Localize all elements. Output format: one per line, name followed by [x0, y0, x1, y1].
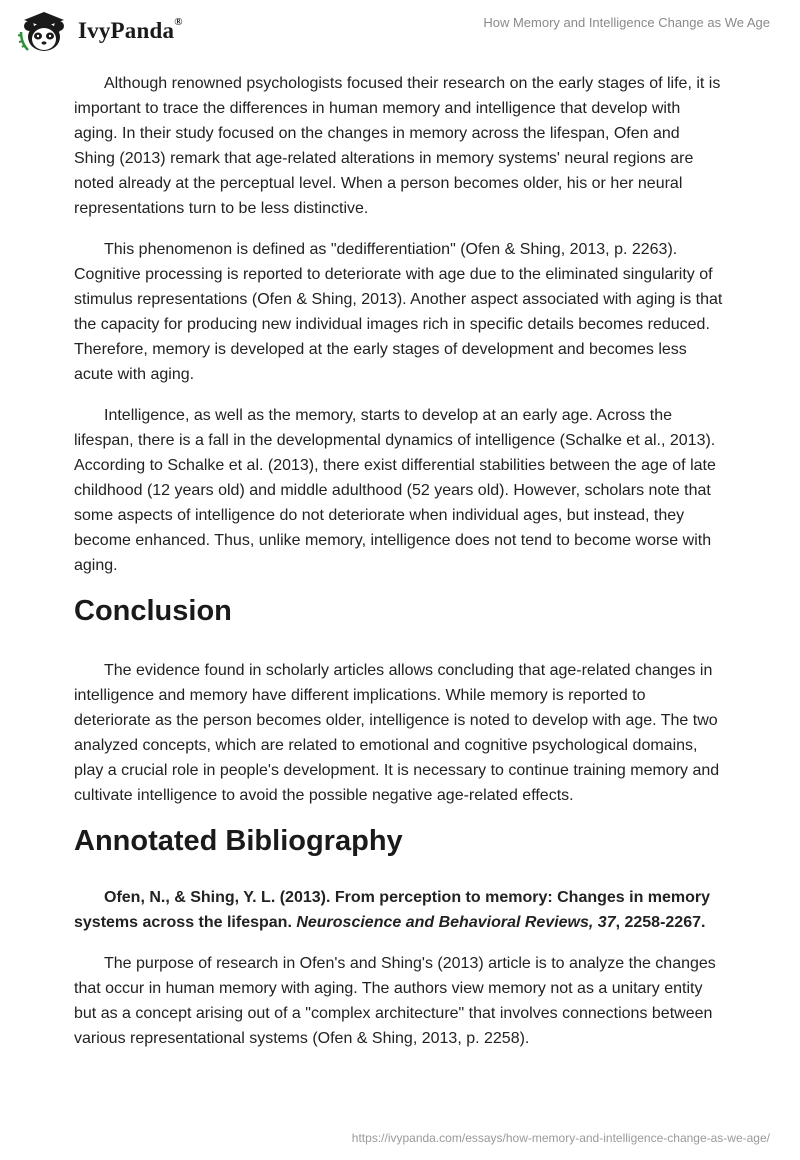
- citation-journal: Neuroscience and Behavioral Reviews, 37: [296, 914, 616, 931]
- ivypanda-logo[interactable]: [16, 8, 183, 54]
- body-paragraph-1: Although renowned psychologists focused their research on the early stages of life, it is important to trace the differences in human memory and intelligence that develop with aging. In their study focused on the changes in memory across the lifespan, Ofen and Shing (2013) remark that age-related alterations in memory systems' neural regions are noted already at the perceptual level. When a person becomes older, his or her neural representations turn to be less distinctive.: [74, 75, 721, 217]
- brand-name: IvyPanda®: [78, 16, 183, 43]
- conclusion-paragraph: The evidence found in scholarly articles allows concluding that age-related changes in intelligence and memory have different implications. While memory is reported to deteriorate as the person becomes older, intelligence is noted to develop with age. The two analyzed concepts, which are related to emotional and cognitive psychological domains, play a crucial role in people's development. It is necessary to continue training memory and cultivate intelligence to avoid the possible negative age-related effects.: [74, 662, 720, 804]
- citation-authors-title: Ofen, N., & Shing, Y. L. (2013). From perception to memory: Changes in memory systems across the lifespan.: [74, 889, 711, 931]
- panda-graduate-icon: [16, 8, 72, 54]
- essay-content: [74, 71, 724, 1067]
- body-paragraph-3: Intelligence, as well as the memory, starts to develop at an early age. Across the lifespan, there is a fall in the developmental dynamics of intelligence (Schalke et al., 2013). According to Schalke et al. (2013), there exist differential stabilities between the age of late childhood (12 years old) and middle adulthood (52 years old). However, scholars note that some aspects of intelligence do not deteriorate when individual ages, but instead, they become enhanced. Thus, unlike memory, intelligence does not tend to become worse with aging.: [74, 407, 716, 574]
- bibliography-heading: Annotated Bibliography: [74, 825, 403, 857]
- body-paragraph-2: This phenomenon is defined as "dedifferentiation" (Ofen & Shing, 2013, p. 2263). Cognitive processing is reported to deteriorate with age due to the eliminated singularity of stimulus representations (Ofen & Shing, 2013). Another aspect associated with aging is that the capacity for producing new individual images rich in specific details becomes reduced. Therefore, memory is developed at the early stages of development and becomes less acute with aging.: [74, 241, 723, 383]
- document-title: How Memory and Intelligence Change as We Age: [483, 15, 770, 30]
- bibliography-annotation: The purpose of research in Ofen's and Shing's (2013) article is to analyze the changes that occur in human memory with aging. The authors view memory not as a unitary entity but as a concept arising out of a "complex architecture" that involves connections between various representational systems (Ofen & Shing, 2013, p. 2258).: [74, 955, 716, 1047]
- citation-pages: , 2258-2267.: [615, 914, 706, 931]
- bibliography-citation: [74, 885, 724, 935]
- source-url[interactable]: https://ivypanda.com/essays/how-memory-and-intelligence-change-as-we-age/: [351, 1131, 770, 1145]
- conclusion-heading: Conclusion: [74, 595, 232, 627]
- page-header: [0, 0, 800, 62]
